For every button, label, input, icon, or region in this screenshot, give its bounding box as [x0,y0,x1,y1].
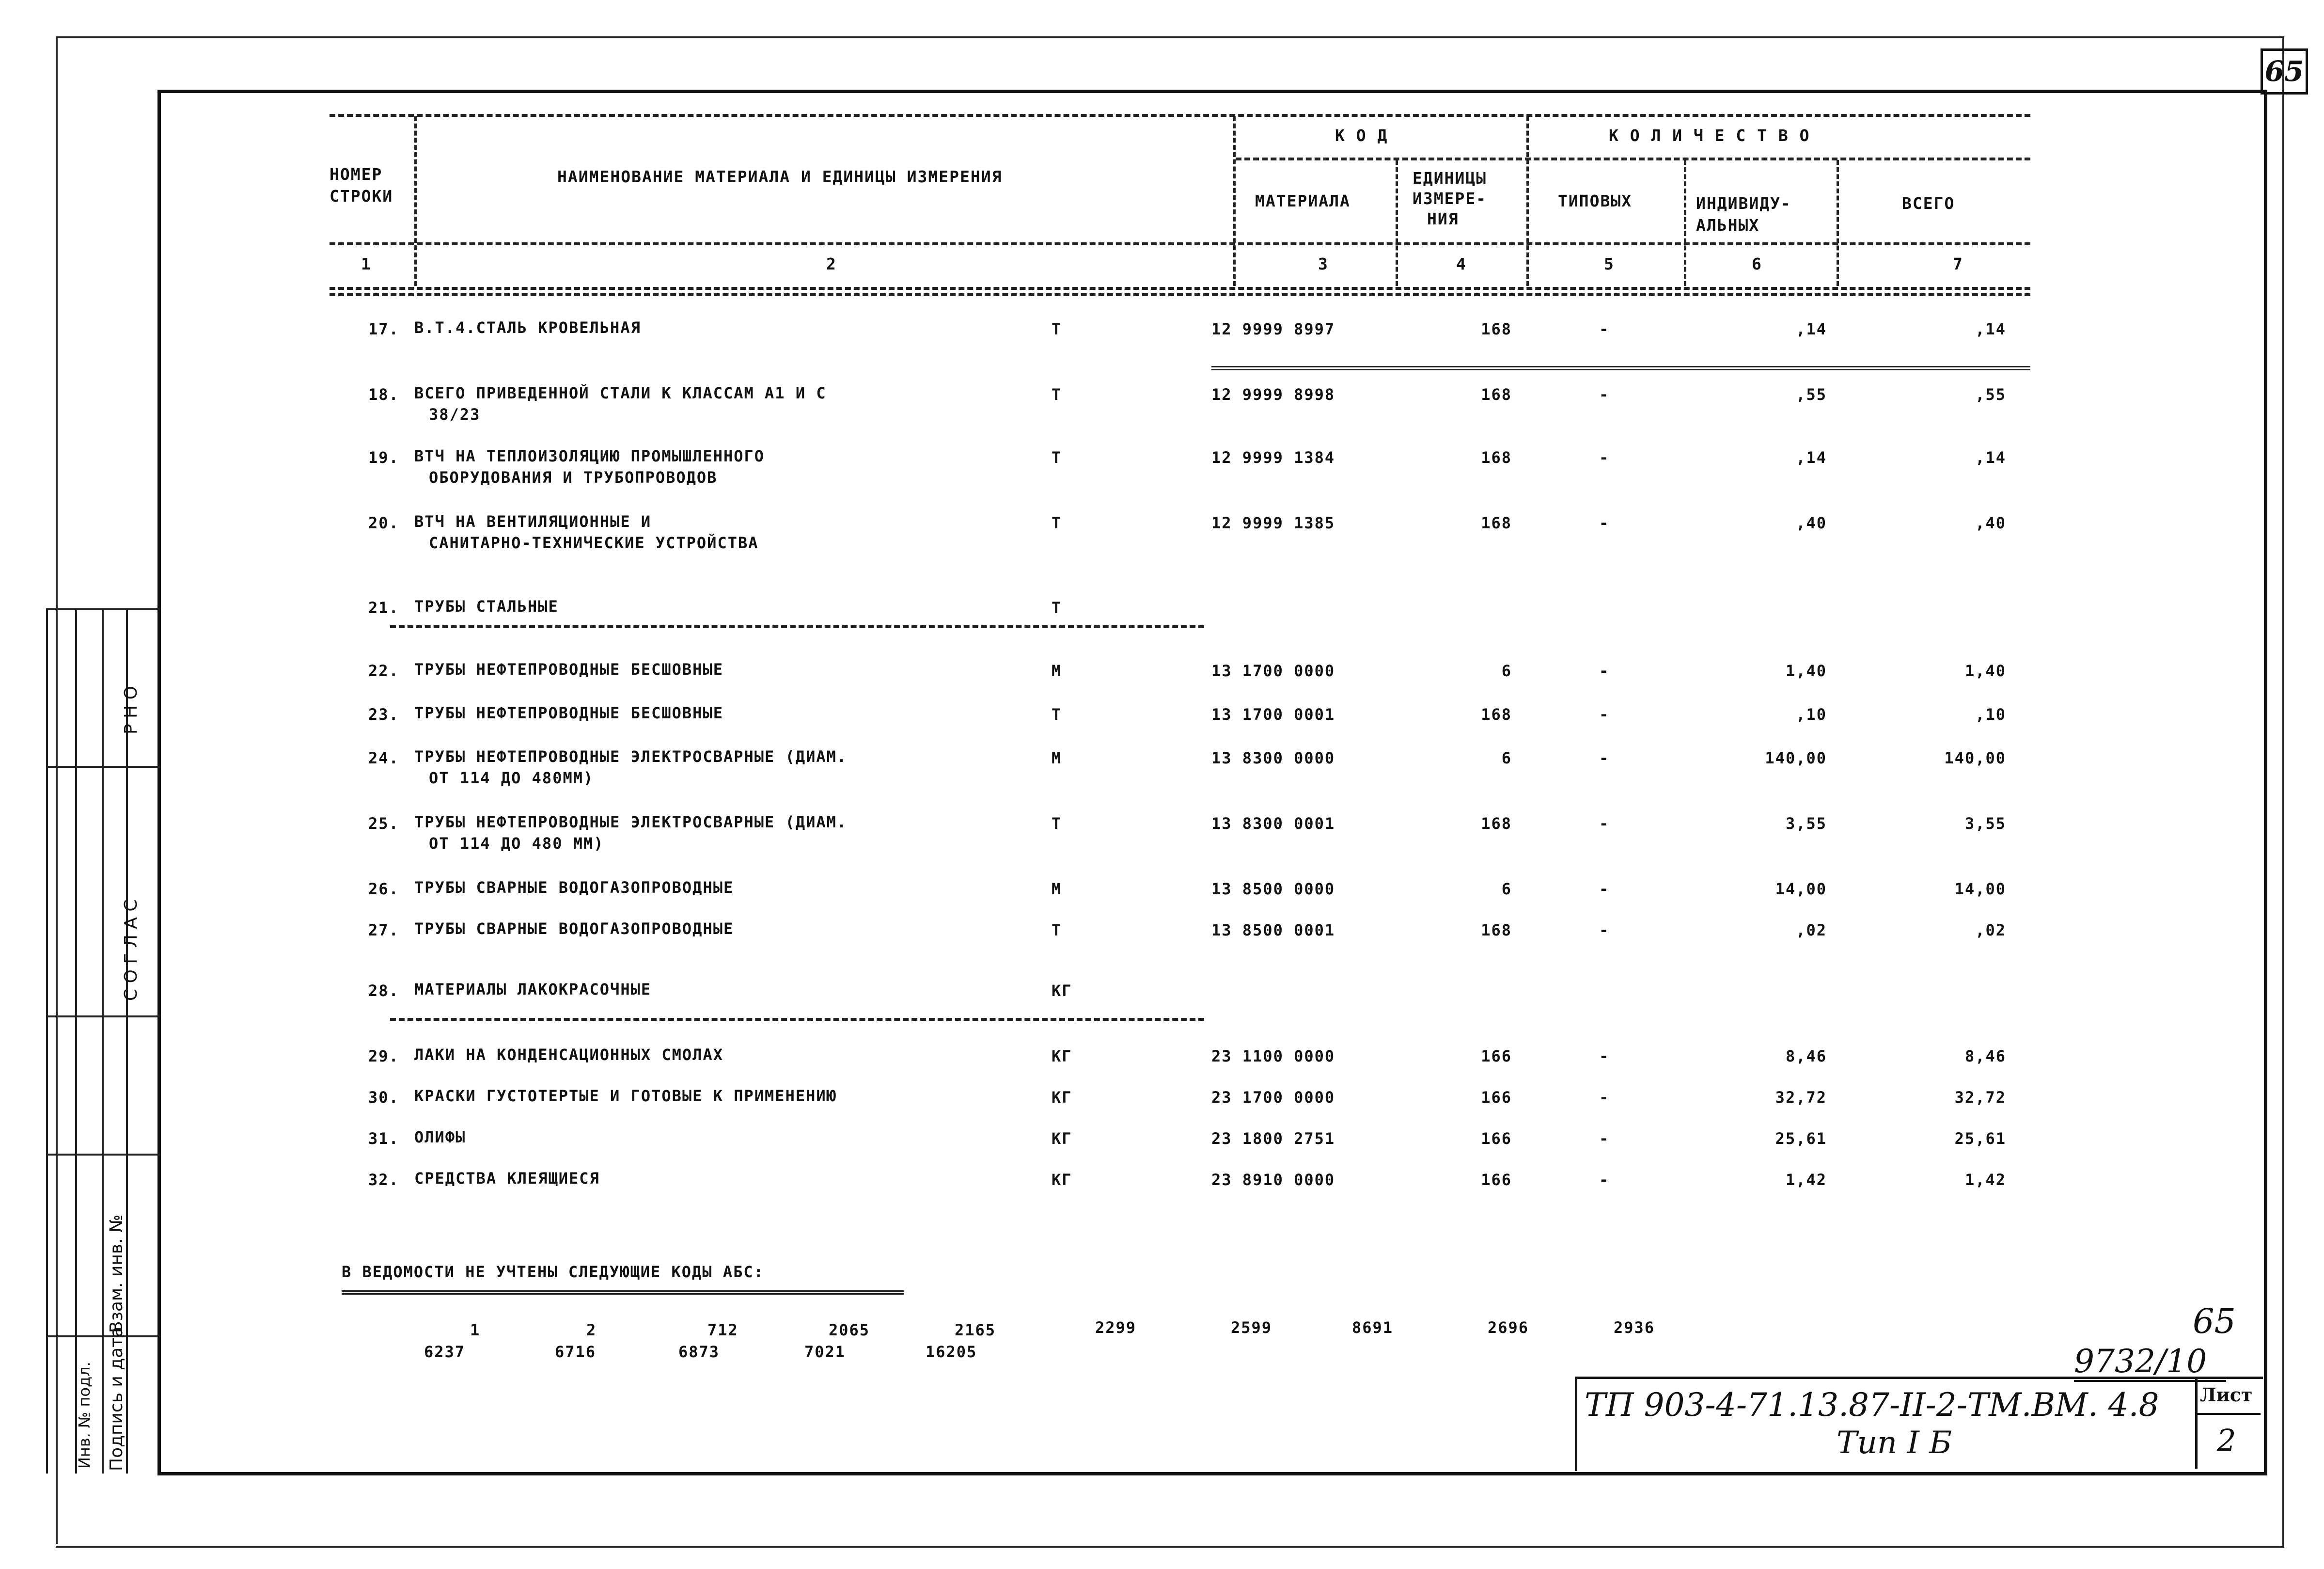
material-name [414,382,1068,425]
header-code-unit-2: ИЗМЕРЕ- [1413,189,1487,208]
stamp-line [75,608,77,1474]
unit: КГ [1052,1047,1072,1065]
material-name-line: ОТ 114 ДО 480ММ) [429,769,594,787]
typical-qty: - [1599,1171,1610,1189]
total-qty: ,55 [1975,385,2006,404]
stamp-fragment: Р Н О [121,685,141,734]
row-number: 24. [368,749,399,767]
individual-qty: 32,72 [1775,1088,1827,1107]
unit: М [1052,662,1062,680]
total-qty: ,02 [1975,921,2006,939]
material-name-line: МАТЕРИАЛЫ ЛАКОКРАСОЧНЫЕ [414,980,652,998]
stamp-label-replaced-inv: Взам. инв. № [107,1214,126,1333]
unit: КГ [1052,1088,1072,1107]
unit-code: 166 [1481,1129,1512,1148]
row-number: 32. [368,1171,399,1189]
row-number: 22. [368,662,399,680]
header-qty-typical: ТИПОВЫХ [1558,191,1633,210]
column-numbers-rule [330,287,2030,290]
row-number: 19. [368,448,399,467]
col-number: 4 [1456,254,1467,273]
material-code: 12 9999 8997 [1211,320,1335,338]
unit-code: 168 [1481,705,1512,724]
typical-qty: - [1599,921,1610,939]
total-separator [1211,366,2030,370]
row-number: 23. [368,705,399,724]
material-name [414,877,1068,898]
unit: Т [1052,599,1062,617]
footnote-underline [342,1290,904,1295]
total-qty: 25,61 [1954,1129,2006,1148]
excluded-code: 2299 [1095,1318,1137,1337]
header-qty-individual-1: ИНДИВИДУ- [1696,194,1791,213]
header-qty-group: К О Л И Ч Е С Т В О [1609,126,1810,145]
unit-code: 6 [1501,749,1512,767]
material-code: 23 1700 0000 [1211,1088,1335,1107]
header-code-group: К О Д [1335,126,1388,145]
row-number: 31. [368,1129,399,1148]
unit: Т [1052,814,1062,833]
material-name [414,918,1068,939]
individual-qty: ,55 [1796,385,1827,404]
excluded-code: 1 [470,1321,481,1339]
unit-code: 168 [1481,921,1512,939]
material-name-line: ВСЕГО ПРИВЕДЕННОЙ СТАЛИ К КЛАССАМ А1 И С [414,384,827,402]
excluded-code: 2696 [1488,1318,1529,1337]
col-divider-3 [1396,160,1398,286]
unit: М [1052,749,1062,767]
material-name [414,811,1068,854]
col-divider-5 [1684,160,1686,286]
drawing-type: Тип I Б [1837,1425,1952,1461]
total-qty: 140,00 [1944,749,2006,767]
material-name [414,596,1068,617]
header-bottom-rule [330,242,2030,245]
material-code: 23 1800 2751 [1211,1129,1335,1148]
row-number: 29. [368,1047,399,1065]
sheet-separator [2195,1413,2261,1415]
typical-qty: - [1599,662,1610,680]
unit: Т [1052,921,1062,939]
stamp-fragment: С О Г Л А С [121,899,141,1001]
material-code: 12 9999 1385 [1211,514,1335,532]
material-name [414,1044,1068,1065]
material-code: 23 8910 0000 [1211,1171,1335,1189]
material-name [414,1126,1068,1148]
header-code-material: МАТЕРИАЛА [1255,191,1350,210]
stamp-line [46,608,48,1474]
approval-stamp [46,608,160,1474]
header-name: НАИМЕНОВАНИЕ МАТЕРИАЛА И ЕДИНИЦЫ ИЗМЕРЕНИЯ [557,167,1003,186]
excluded-code: 7021 [804,1343,846,1361]
material-name-line: САНИТАРНО-ТЕХНИЧЕСКИЕ УСТРОЙСТВА [429,534,759,552]
row-number: 28. [368,982,399,1000]
material-code: 13 8300 0001 [1211,814,1335,833]
total-qty: 1,42 [1964,1171,2006,1189]
stamp-line [46,766,160,768]
individual-qty: 1,40 [1785,662,1827,680]
material-name-line: ЛАКИ НА КОНДЕНСАЦИОННЫХ СМОЛАХ [414,1046,723,1064]
stamp-line [46,608,160,610]
col-number: 1 [361,254,372,273]
excluded-code: 2165 [955,1321,996,1339]
material-code: 13 8500 0001 [1211,921,1335,939]
material-name-line: ТРУБЫ НЕФТЕПРОВОДНЫЕ БЕСШОВНЫЕ [414,704,723,722]
material-code: 13 1700 0001 [1211,705,1335,724]
individual-qty: 8,46 [1785,1047,1827,1065]
header-row-no-2: СТРОКИ [330,187,393,206]
col-number: 2 [826,254,837,273]
excluded-code: 6237 [424,1343,466,1361]
unit: Т [1052,385,1062,404]
row-number: 30. [368,1088,399,1107]
unit: Т [1052,514,1062,532]
col-number: 3 [1318,254,1329,273]
unit: Т [1052,448,1062,467]
unit-code: 168 [1481,320,1512,338]
material-name-line: СРЕДСТВА КЛЕЯЩИЕСЯ [414,1169,600,1188]
excluded-code: 712 [707,1321,738,1339]
material-name [414,1168,1068,1189]
unit-code: 6 [1501,662,1512,680]
unit: КГ [1052,982,1072,1000]
unit: КГ [1052,1129,1072,1148]
total-qty: ,14 [1975,320,2006,338]
material-name-line: ВТЧ НА ТЕПЛОИЗОЛЯЦИЮ ПРОМЫШЛЕННОГО [414,447,765,465]
unit-code: 168 [1481,448,1512,467]
unit-code: 168 [1481,814,1512,833]
material-name-line: ТРУБЫ НЕФТЕПРОВОДНЫЕ БЕСШОВНЫЕ [414,660,723,679]
table-top-rule [330,293,2030,296]
material-name [414,511,1068,554]
col-divider-1 [414,116,417,286]
excluded-code: 6716 [555,1343,597,1361]
individual-qty: 1,42 [1785,1171,1827,1189]
excluded-code: 8691 [1352,1318,1394,1337]
row-number: 18. [368,385,399,404]
individual-qty: ,14 [1796,320,1827,338]
material-name-line: ТРУБЫ НЕФТЕПРОВОДНЫЕ ЭЛЕКТРОСВАРНЫЕ (ДИАМ. [414,747,848,766]
material-name-line: ОБОРУДОВАНИЯ И ТРУБОПРОВОДОВ [429,468,718,487]
individual-qty: ,40 [1796,514,1827,532]
typical-qty: - [1599,385,1610,404]
header-group-rule [1236,158,2030,160]
material-code: 12 9999 8998 [1211,385,1335,404]
total-qty: 32,72 [1954,1088,2006,1107]
typical-qty: - [1599,880,1610,898]
individual-qty: 3,55 [1785,814,1827,833]
excluded-code: 2 [586,1321,597,1339]
typical-qty: - [1599,1129,1610,1148]
unit: М [1052,880,1062,898]
total-qty: 14,00 [1954,880,2006,898]
col-divider-6 [1837,160,1839,286]
stamp-line [46,1335,160,1337]
material-code: 13 8300 0000 [1211,749,1335,767]
stamp-line [46,1154,160,1156]
material-name [414,702,1068,724]
total-qty: 8,46 [1964,1047,2006,1065]
material-name-line: ТРУБЫ СТАЛЬНЫЕ [414,597,559,616]
unit-code: 166 [1481,1088,1512,1107]
material-name-line: ОТ 114 ДО 480 ММ) [429,834,604,853]
stamp-line [46,1015,160,1017]
typical-qty: - [1599,705,1610,724]
material-name-line: ТРУБЫ СВАРНЫЕ ВОДОГАЗОПРОВОДНЫЕ [414,878,734,897]
excluded-code: 16205 [926,1343,977,1361]
header-code-unit-1: ЕДИНИЦЫ [1413,169,1487,188]
row-number: 20. [368,514,399,532]
unit: Т [1052,705,1062,724]
header-qty-total: ВСЕГО [1902,194,1955,213]
stamp-label-signature-date: Подпись и дата [107,1326,126,1471]
stamp-label-inv: Инв. № подл. [75,1362,94,1469]
typical-qty: - [1599,448,1610,467]
typical-qty: - [1599,1088,1610,1107]
unit: КГ [1052,1171,1072,1189]
material-name [414,659,1068,680]
row-number: 21. [368,599,399,617]
individual-qty: 14,00 [1775,880,1827,898]
drawing-code: ТП 903-4-71.13.87-II-2-ТМ.ВМ. 4.8 [1585,1386,2159,1424]
footnote-text: В ВЕДОМОСТИ НЕ УЧТЕНЫ СЛЕДУЮЩИЕ КОДЫ АБС: [342,1263,764,1281]
col-number: 5 [1604,254,1615,273]
unit-code: 168 [1481,514,1512,532]
material-name-line: ВТЧ НА ВЕНТИЛЯЦИОННЫЕ И [414,512,652,531]
typical-qty: - [1599,814,1610,833]
header-code-unit-3: НИЯ [1427,209,1459,228]
row-number: 26. [368,880,399,898]
col-number: 6 [1752,254,1762,273]
material-name-line: ТРУБЫ СВАРНЫЕ ВОДОГАЗОПРОВОДНЫЕ [414,919,734,938]
individual-qty: ,02 [1796,921,1827,939]
material-name-line: ТРУБЫ НЕФТЕПРОВОДНЫЕ ЭЛЕКТРОСВАРНЫЕ (ДИАМ. [414,813,848,831]
stamp-line [102,608,104,1474]
material-name [414,1085,1068,1107]
unit-code: 6 [1501,880,1512,898]
col-divider-4 [1526,116,1529,286]
total-qty: ,10 [1975,705,2006,724]
material-name [414,746,1068,789]
header-qty-individual-2: АЛЬНЫХ [1696,216,1760,235]
corner-page-number: 65 [2261,48,2308,95]
handwritten-document-number: 9732/10 [2074,1343,2226,1382]
header-row-no-1: НОМЕР [330,165,383,184]
individual-qty: 140,00 [1765,749,1827,767]
excluded-code: 2936 [1614,1318,1655,1337]
material-code: 13 1700 0000 [1211,662,1335,680]
excluded-code: 2599 [1231,1318,1272,1337]
section-rule-pipes [390,625,1204,628]
col-divider-2 [1233,116,1236,286]
row-number: 25. [368,814,399,833]
excluded-code: 6873 [678,1343,720,1361]
total-qty: 3,55 [1964,814,2006,833]
unit: Т [1052,320,1062,338]
col-number: 7 [1953,254,1963,273]
material-name-line: ОЛИФЫ [414,1128,466,1146]
excluded-code: 2065 [829,1321,870,1339]
typical-qty: - [1599,320,1610,338]
material-name-line: КРАСКИ ГУСТОТЕРТЫЕ И ГОТОВЫЕ К ПРИМЕНЕНИЮ [414,1087,837,1105]
unit-code: 168 [1481,385,1512,404]
material-code: 12 9999 1384 [1211,448,1335,467]
row-number: 27. [368,921,399,939]
material-name [414,317,1068,338]
handwritten-page-number: 65 [2193,1301,2236,1341]
individual-qty: 25,61 [1775,1129,1827,1148]
typical-qty: - [1599,1047,1610,1065]
material-name-line: 38/23 [429,405,481,424]
unit-code: 166 [1481,1047,1512,1065]
total-qty: 1,40 [1964,662,2006,680]
header-top-rule [330,114,2030,117]
material-code: 13 8500 0000 [1211,880,1335,898]
section-rule-paints [390,1018,1204,1021]
typical-qty: - [1599,749,1610,767]
typical-qty: - [1599,514,1610,532]
material-name-line: В.Т.4.СТАЛЬ КРОВЕЛЬНАЯ [414,318,641,337]
material-name [414,445,1068,488]
unit-code: 166 [1481,1171,1512,1189]
total-qty: ,40 [1975,514,2006,532]
sheet-label: Лист [2200,1384,2253,1406]
individual-qty: ,14 [1796,448,1827,467]
individual-qty: ,10 [1796,705,1827,724]
row-number: 17. [368,320,399,338]
total-qty: ,14 [1975,448,2006,467]
material-name [414,979,1068,1000]
material-code: 23 1100 0000 [1211,1047,1335,1065]
sheet-number: 2 [2217,1423,2236,1458]
